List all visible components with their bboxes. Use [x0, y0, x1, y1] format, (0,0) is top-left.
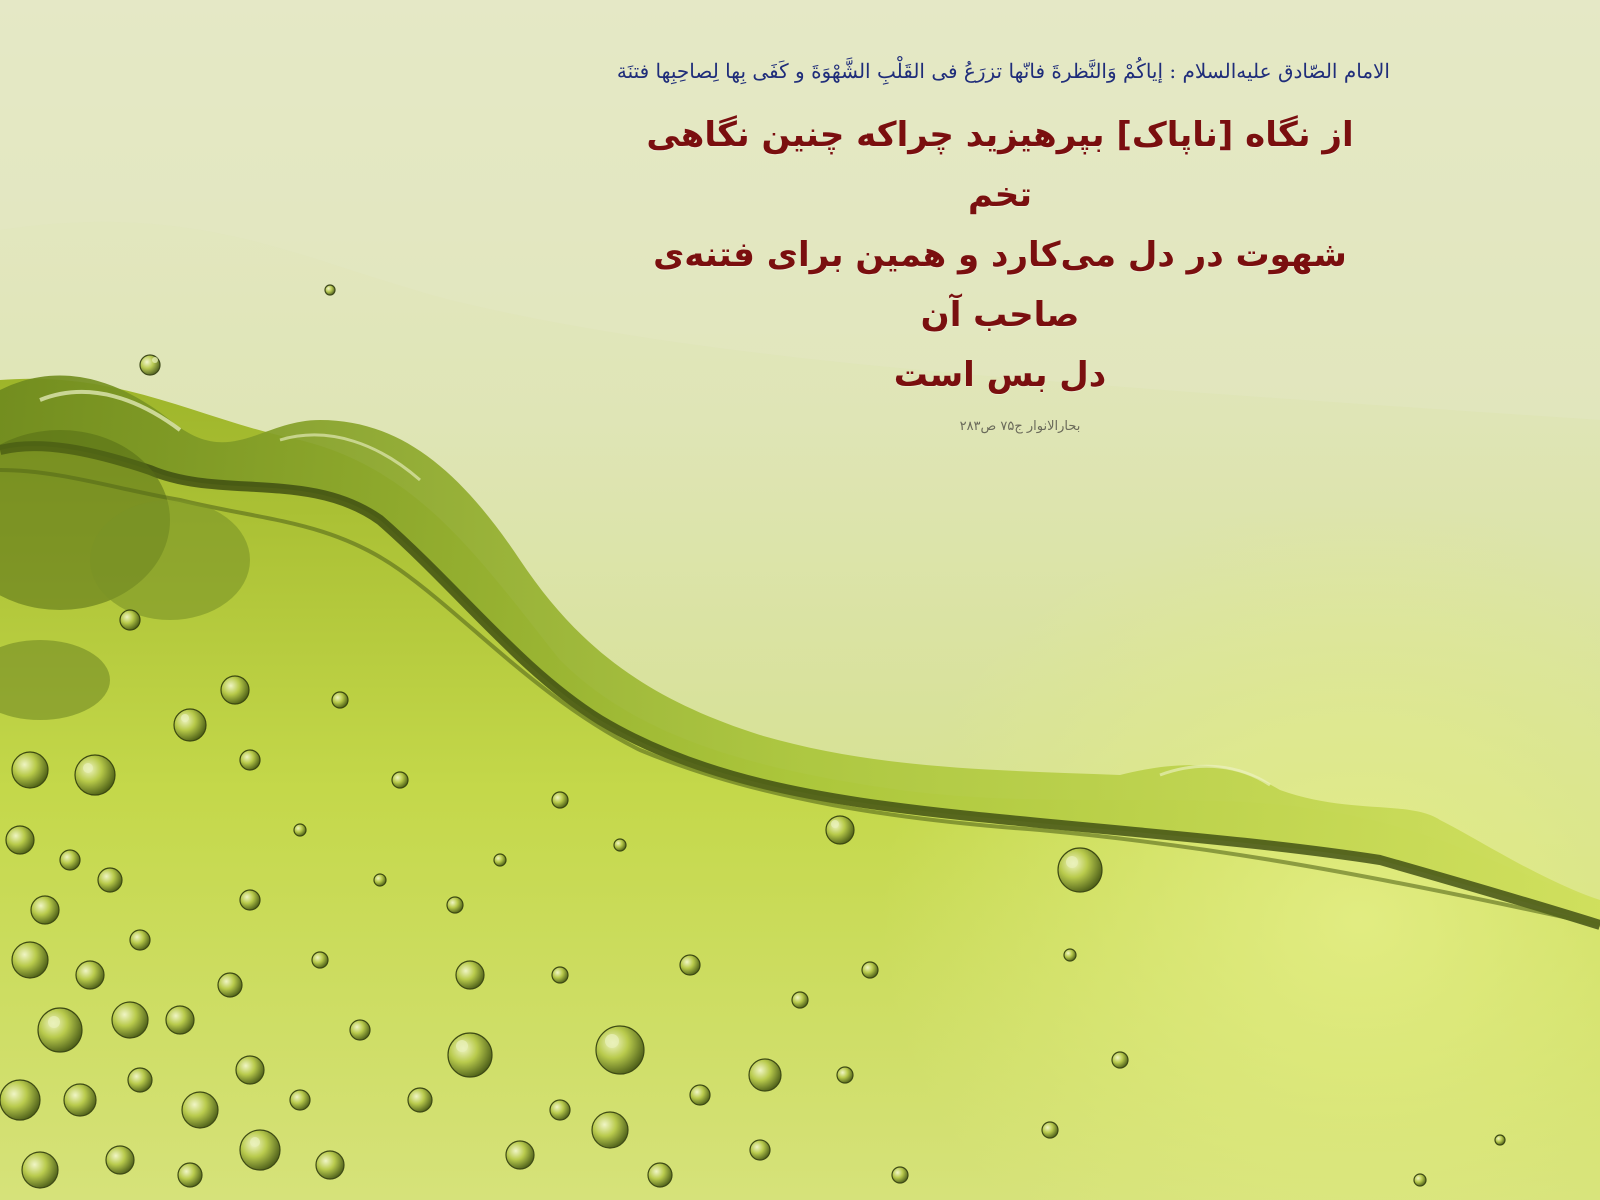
hadith-arabic-text: الامام الصّادق عليه‌السلام : إياكُمْ وَالنَّظرةَ فانّها تزرَعُ فى القَلْبِ الشَّهْوَةَ و كَفَى بِها لِصاحِبِها فتنَة	[616, 59, 1390, 83]
translation-line-1: از نگاه [ناپاک] بپرهیزید چراکه چنین نگاهی تخم	[646, 115, 1354, 215]
source-citation: بحارالانوار ج۷۵ ص۲۸۳	[959, 419, 1081, 434]
translation-line-2: شهوت در دل می‌کارد و همین برای فتنه‌ی صاحب آن	[653, 235, 1347, 335]
translation-line-3: دل بس است	[893, 355, 1107, 395]
quote-block	[600, 55, 1400, 434]
